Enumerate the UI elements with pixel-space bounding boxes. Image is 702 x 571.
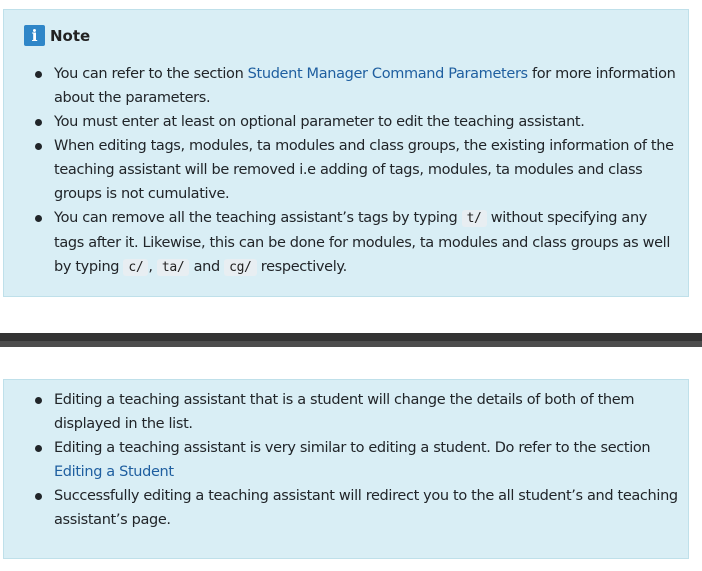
inline-code: ta/ bbox=[157, 259, 189, 276]
note-callout bbox=[3, 9, 689, 297]
list-item: You can remove all the teaching assistant’s tags by typing t/ without specifying any tags after it. Likewise, this can be done for modules, ta modules and class groups as well by typing c/ , ta/ and cg/ respectively. bbox=[34, 206, 679, 280]
info-icon: i bbox=[24, 25, 45, 46]
note-header bbox=[24, 25, 90, 46]
editing-a-student-link[interactable]: Editing a Student bbox=[54, 464, 174, 480]
section-divider bbox=[0, 333, 702, 341]
inline-code: cg/ bbox=[224, 259, 256, 276]
list-item: Editing a teaching assistant is very similar to editing a student. Do refer to the section Editing a Student bbox=[34, 436, 679, 484]
list-item: Successfully editing a teaching assistant will redirect you to the all student’s and teaching assistant’s page. bbox=[34, 484, 679, 532]
list-item: You can refer to the section Student Manager Command Parameters for more information about the parameters. bbox=[34, 62, 679, 110]
list-item: You must enter at least on optional parameter to edit the teaching assistant. bbox=[34, 110, 679, 134]
tips-callout bbox=[3, 379, 689, 559]
student-manager-command-parameters-link[interactable]: Student Manager Command Parameters bbox=[247, 66, 528, 82]
inline-code: t/ bbox=[462, 210, 487, 227]
note-list bbox=[34, 62, 679, 280]
section-divider-shadow bbox=[0, 341, 702, 347]
tips-list bbox=[34, 388, 679, 532]
note-title: Note bbox=[50, 26, 91, 45]
list-item: Editing a teaching assistant that is a student will change the details of both of them displayed in the list. bbox=[34, 388, 679, 436]
inline-code: c/ bbox=[123, 259, 148, 276]
list-item: When editing tags, modules, ta modules and class groups, the existing information of the teaching assistant will be removed i.e adding of tags, modules, ta modules and class groups is not cumulative. bbox=[34, 134, 679, 206]
